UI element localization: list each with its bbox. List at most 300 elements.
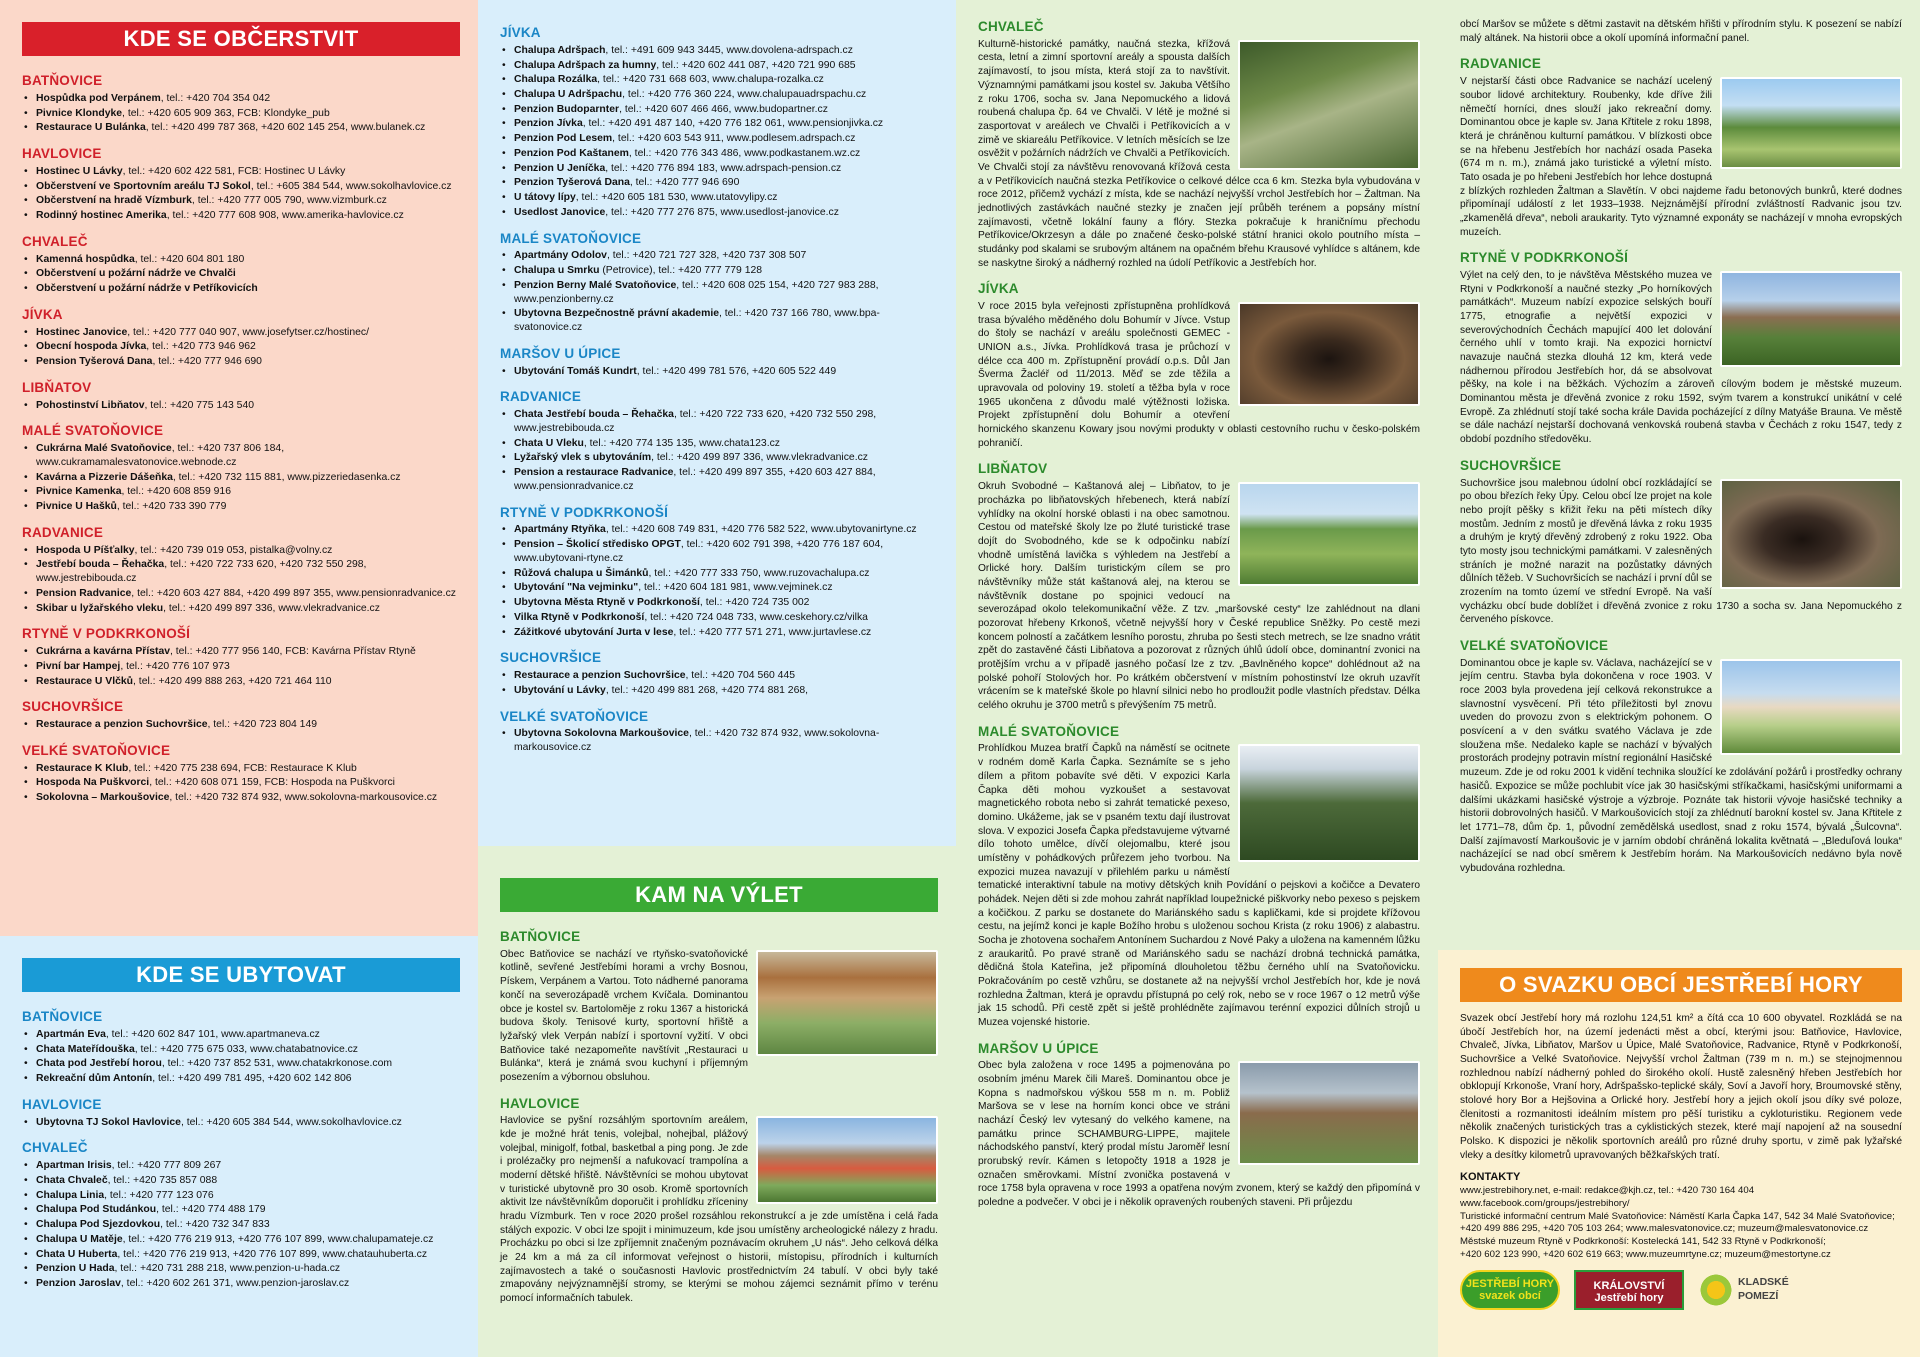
list-item [22,544,460,558]
list-item [22,602,460,616]
item-detail: , tel.: +420 737 852 531, www.chatakrkonose.com [161,1058,393,1070]
item-name: Chalupa u Smrku [514,265,600,277]
item-detail: , tel.: +420 499 881 268, +420 774 881 268, [605,684,809,696]
heading-obcerstvit: KDE SE OBČERSTVIT [22,22,460,56]
item-detail: , tel.: +420 722 733 620, +420 732 550 298, www.jestrebibouda.cz [36,559,367,585]
section-list [22,399,460,413]
section-list [22,442,460,514]
vylet-havlovice-text: Havlovice se pyšní rozsáhlým sportovním areálem, kde je možné hrát tenis, volejbal, nohejbal, plážový volejbal, minigolf, fotbal, basketbal a ping pong. Je zde i prolézačky pro nejmenší a nafukovací trampolína a moderní dětské hřiště. Návštěvníci se mohou ubytovat v turistické ubytovně pro 30 osob. Kromě sportovních aktivit lze návštěvníkům doporučit i prohlídku zříceniny hradu Vízmburk. Ten v roce 2020 prošel rozsáhlou rekonstrukcí a je zde umístěna i celá řada stálých expozic. V obci lze spojit i minimuzeum, kde jsou umístěny archeologické nálezy z hradu. Procházku po obci si lze zpříjemnit značeným poznávacím okruhem „U nás“. Jeho celková délka je 24 km a má za cíl informovat veřejnost o historii, místopisu, přírodních i kulturních zajímavostech a také o současnosti Havlovic prostřednictvím 24 tabulí. V obci byly také zmapovány nejvýznamnější stromy, se kterými se mohou zájemci seznámit přímo v terénu pomocí informačních tabulek. [500,1115,938,1305]
item-detail: , tel.: +420 499 781 495, +420 602 142 806 [152,1073,352,1085]
item-name: Penzion Pod Kaštanem [514,147,629,159]
item-name: Pivnice Kamenka [36,486,122,498]
item-name: Chalupa Adršpach [514,44,606,56]
vylet-rtyne-title: RTYNĚ V PODKRKONOŠÍ [1460,250,1629,266]
contacts-title: KONTAKTY [1460,1171,1521,1184]
contact-line: +420 499 886 295, +420 705 103 264; www.malesvatonovice.cz; muzeum@malesvatonovice.cz [1460,1223,1869,1235]
item-detail: , tel.: +420 602 441 087, +420 721 990 685 [656,59,856,71]
list-item [500,206,938,220]
photo-jivka [1238,302,1420,406]
list-item [22,1203,460,1217]
list-item [22,1159,460,1173]
item-detail: , tel.: +420 775 238 694, FCB: Restaurace K Klub [128,762,357,774]
item-name: Občerstvení na hradě Vízmburk [36,195,192,207]
list-item [22,1277,460,1291]
section-title: RADVANICE [500,389,582,405]
list-item [22,1174,460,1188]
vylet-rtyne-text: Výlet na celý den, to je návštěva Městského muzea ve Rtyni v Podkrkonoší a naučné stezky „Po horníkových památkách“. Muzeum nabízí expozice selských bouří 1775, etnografie a největší expozici v severovýchodních Čechách mapující 400 let dolování černého uhlí v tomto kraji. Na expozici hornictví navazuje naučná stezka dlouhá 12 km, která vede nádhernou přírodou Jestřebích hor, dá se absolvovat pěšky, na kole i na běžkách. Výchozím a zároveň cílovým bodem je městské muzeum. Dominantou města je dřevěná zvonice z roku 1592, svým tvarem a konstrukcí unikátní v celé Evropě. Za zhlédnutí stojí také socha krále Davida pocházející z dílny Matyáše Brauna. Ve městě se dále nachází nejstarší dochovaná venkovská roubená stavba v Čechách z roku 1547, tedy z období pozdního středověku. [1460,270,1902,446]
item-detail: , tel.: +420 602 847 101, www.apartmaneva.cz [105,1028,320,1040]
item-name: Růžová chalupa u Šimánků [514,567,649,579]
item-name: Pension – Školicí středisko OPGT [514,539,681,551]
list-item [22,340,460,354]
item-name: Kamenná hospůdka [36,253,135,265]
contact-line: +420 602 123 990, +420 602 619 663; www.muzeumrtyne.cz; muzeum@mestortyne.cz [1460,1249,1831,1261]
list-item [500,279,938,306]
svazek-text: Svazek obcí Jestřebí hory má rozlohu 124,51 km² a čítá cca 10 600 obyvatel. Rozkládá se na úbočí Jestřebích hor, na území jedenácti měst a obcí, kterými jsou: Batňovice, Havlovice, Chvaleč, Jívka, Libňatov, Maršov u Úpice, Malé Svatoňovice, Radvanice, Rtyně v Podkrkonoší, Suchovršice a Velké Svatoňovice. Nejvyšší vrchol Žaltman (739 m n. m.) se stejnojmennou rozhlednou nabízí nádherný pohled do širokého okolí. Hustě zalesněný hřeben Jestřebích hor obklopují Krkonoše, Vraní hory, Adršpašsko-teplické skály, Soví a Javoří hory, Broumovské stěny, stolové hory Bor a Hejšovina a Orlické hory. Jestřebí hory a jejich okolí jsou díky své poloze, členitosti a rozmanitosti ideálním místem pro pěší turistiku a cykloturistiku. Regionem vede několik značených turistických tras a cyklistických stezek, které mají napojení až na sousední Polsko. K dispozici je několik sportovních areálů pro různé druhy sportu, v zimě pak lyžařské vleky a desítky kilometrů upravovaných běžkařských tratí. [1460,1013,1902,1161]
item-name: Chata Mateřídouška [36,1043,135,1055]
photo-chvalec [1238,40,1420,170]
item-detail: , tel.: +420 499 897 336, www.vlekradvanice.cz [651,452,868,464]
section-title: JÍVKA [22,306,63,322]
list-item [22,165,460,179]
logo-jestrebi-hory: JESTŘEBÍ HORY svazek obcí [1460,1270,1560,1310]
item-name: Ubytovna TJ Sokol Havlovice [36,1116,181,1128]
list-item [22,107,460,121]
item-detail: , tel.: +420 777 123 076 [104,1189,214,1201]
section-list [22,645,460,688]
item-detail: , tel.: +420 776 360 224, www.chalupauadrspachu.cz [622,89,867,101]
list-item [500,103,938,117]
vylet-velke-title: VELKÉ SVATOŇOVICE [1460,637,1609,653]
section-list [22,92,460,135]
item-detail: , tel.: +420 774 488 179 [156,1204,266,1216]
list-item [500,523,938,537]
photo-rtyne [1720,271,1902,367]
item-name: Penzion Budoparnter [514,103,620,115]
item-name: Ubytovna Města Rtyně v Podkrkonoší [514,597,700,609]
item-name: Penzion Berny Malé Svatoňovice [514,279,677,291]
item-detail: , tel.: +420 499 897 336, www.vlekradvanice.cz [163,602,380,614]
item-name: Apartmán Eva [36,1028,106,1040]
list-item [22,180,460,194]
item-detail: , tel.: +420 731 288 218, www.penzion-u-hada.cz [114,1263,341,1275]
list-item [500,684,938,698]
item-detail: , tel.: +420 499 897 355, +420 603 427 884, www.pensionradvanice.cz [514,467,876,492]
section-title: LIBŇATOV [22,379,92,395]
item-name: Chata pod Jestřebí horou [36,1058,162,1070]
section-list [500,523,938,639]
photo-batnovice [756,950,938,1056]
item-detail: , tel.: +420 491 487 140, +420 776 182 061, www.pensionjivka.cz [582,118,884,130]
item-name: Hostinec Janovice [36,326,128,338]
list-item [500,408,938,435]
item-name: Vilka Rtyně v Podkrkonoší [514,611,645,623]
list-item [500,44,938,58]
item-name: Chata Chvaleč [36,1174,108,1186]
vylet-libnatov-title: LIBŇATOV [978,461,1048,477]
item-detail: , tel.: +420 776 894 183, www.adrspach-pension.cz [605,162,842,174]
list-item [22,253,460,267]
item-detail: , tel.: +420 605 909 363, FCB: Klondyke_pub [122,107,330,119]
photo-havlovice [756,1116,938,1204]
item-name: Pivnice Klondyke [36,107,123,119]
item-detail: , tel.: +420 608 749 831, +420 776 582 522, www.ubytovanirtyne.cz [605,524,917,536]
list-item [22,1043,460,1057]
item-name: Skibar u lyžařského vleku [36,602,164,614]
item-detail: , tel.: +420 777 005 790, www.vizmburk.cz [191,195,387,207]
item-detail: , tel.: +420 608 025 154, +420 727 983 288, www.penzionberny.cz [514,279,879,305]
list-item [22,442,460,469]
item-name: Pension Radvanice [36,587,132,599]
item-detail: , tel.: +420 604 801 180 [134,253,245,265]
heading-ubytovat: KDE SE UBYTOVAT [22,958,460,992]
list-item [22,718,460,732]
vylet-batnovice-text: Obec Batňovice se nachází ve rtyňsko-svatoňovické kotlině, sevřené Jestřebími horami a vrchy Bosnou, Pískem, Verpánem a Vartou. Toto nádherné panorama končí na severozápadě vrchem Kvíčala. Dominantou obce je kostel sv. Bartoloměje z roku 1367 a historická budova školy. Tenisové kurty, sportovní hřiště a lyžařský vlek Verpán nabízí i sportovní vyžití. V obci Batňovice také nezapomeňte navštívit „Restauraci u Bulánka“, která je známá svou kuchyní i příjemným posezením a výbornou obsluhou. [500,948,748,1083]
list-item [500,162,938,176]
vylet-jivka-title: JÍVKA [978,281,1019,297]
item-name: Restaurace U Bulánka [36,122,146,134]
item-detail: , tel.: +420 777 333 750, www.ruzovachalupa.cz [648,567,870,579]
item-name: Občerstvení u požární nádrže v Petříkovicích [36,283,258,295]
item-detail: , tel.: +420 704 354 042 [160,92,271,104]
item-detail: , tel.: +420 732 347 833 [160,1219,270,1231]
list-item [22,1262,460,1276]
heading-svazek: O SVAZKU OBCÍ JESTŘEBÍ HORY [1460,968,1902,1002]
logo-kladske-pomezi [1698,1272,1798,1308]
item-name: Chalupa Rozálka [514,74,598,86]
item-detail: , tel.: +420 774 135 135, www.chata123.cz [583,437,780,449]
item-detail: , tel.: +420 775 675 033, www.chatabatnovice.cz [134,1043,359,1055]
vylet-havlovice-title: HAVLOVICE [500,1095,580,1111]
item-detail: , tel.: +420 724 048 733, www.ceskehory.cz/vilka [644,611,868,623]
item-detail: , tel.: +420 739 019 053, pistalka@volny.cz [134,544,333,556]
list-item [22,587,460,601]
item-name: Chalupa Pod Studánkou [36,1204,157,1216]
item-detail: , tel.: +420 776 219 913, +420 776 107 899, www.chatauhuberta.cz [117,1248,428,1260]
section-list [500,669,938,697]
column-ubytovat-cont [478,0,956,846]
photo-radvanice [1720,77,1902,169]
item-detail: , tel.: +420 777 040 907, www.josefytser.cz/hostinec/ [127,326,369,338]
list-item [500,191,938,205]
contact-line: www.jestrebihory.net, e-mail: redakce@kjh.cz, tel.: +420 730 164 404 [1460,1184,1755,1196]
logos [1460,1270,1902,1310]
list-item [22,660,460,674]
list-ubytovat-part1 [22,1008,460,1291]
contact-line: Turistické informační centrum Malé Svatoňovice: Náměstí Karla Čapka 147, 542 34 Malé Svatoňovice; [1460,1210,1895,1222]
item-detail: , tel.: +420 602 261 371, www.penzion-jaroslav.cz [120,1277,350,1289]
item-name: Penzion U Hada [36,1263,115,1275]
photo-velke-svatonovice [1720,659,1902,755]
item-name: Sokolovna – Markoušovice [36,792,170,804]
section-list [500,44,938,220]
item-name: Pivnice U Hašků [36,501,117,513]
vylet-radvanice-text: V nejstarší části obce Radvanice se nachází ucelený soubor lidové architektury. Roubenky, kde dříve žili němečtí horníci, dnes slouží jako rekreační domy. Dominantou obce je kaple sv. Jana Křtitele z roku 1898, která je chráněnou kulturní památkou. V blízkosti obce se na hřebenu Jestřebích hor nachází osada Paseka (674 m n. m.), známá jako turistické a výletní místo. Tato osada je po hřebeni Jestřebích hor lehce dostupná z blízkých rozhleden Žaltman a Slavětín. V obci najdeme řadu betonových bunkrů, které dodnes připomínají událostí z let 1933–1938. Nejznámější přírodní zvláštností Radvanic jsou tzv. „zkamenělá dřeva“, neboli araukarity. Tyto významné exponáty se nacházejí v mnoha evropských muzeích. [1460,76,1902,238]
section-list [22,1116,460,1130]
list-item [500,176,938,190]
section-list [500,365,938,379]
item-detail: , tel.: +420 608 859 916 [121,486,231,498]
item-name: Pohostinství Libňatov [36,399,145,411]
list-item [22,1028,460,1042]
item-name: Občerstvení ve Sportovním areálu TJ Sokol [36,180,251,192]
item-detail: , tel.: +420 775 143 540 [144,399,255,411]
list-item [22,1072,460,1086]
item-name: Chata U Vleku [514,437,584,449]
item-name: Hospoda U Píšťalky [36,544,135,556]
column-svazek [1438,950,1920,1357]
item-detail: , tel.: +420 777 608 908, www.amerika-havlovice.cz [166,210,404,222]
list-item [22,1116,460,1130]
list-item [22,194,460,208]
list-item [500,538,938,565]
item-name: Ubytování Tomáš Kundrt [514,365,637,377]
list-item [22,1057,460,1071]
item-name: Restaurace a penzion Suchovršice [36,719,208,731]
list-item [22,92,460,106]
vylet-suchovrsice-title: SUCHOVRŠICE [1460,457,1562,473]
list-item [22,267,460,281]
item-name: Apartman Irisis [36,1160,112,1172]
list-item [500,307,938,334]
item-detail: , tel.: +420 777 956 140, FCB: Kavárna Přístav Rtyně [170,646,416,658]
photo-marsov [1238,1061,1420,1165]
list-item [22,776,460,790]
item-name: Hostinec U Lávky [36,165,123,177]
item-detail: , tel.: +420 737 806 184, www.cukramamalesvatonovice.webnode.cz [36,443,285,468]
item-name: Penzion Pod Lesem [514,133,613,145]
item-name: Rekreační dům Antonín [36,1073,153,1085]
item-detail: , tel.: +420 777 276 875, www.usedlost-janovice.cz [605,206,839,218]
section-title: SUCHOVRŠICE [500,650,602,666]
item-detail: , tel.: +491 609 943 3445, www.dovolena-adrspach.cz [605,44,853,56]
item-detail: , tel.: +420 721 727 328, +420 737 308 507 [606,250,807,262]
vylet-radvanice-title: RADVANICE [1460,56,1542,72]
section-list [500,727,938,754]
item-name: Zážitkové ubytování Jurta v lese [514,626,674,638]
item-detail: (Petrovice), tel.: +420 777 779 128 [599,265,763,277]
vylet-chvalec-text: Kulturně-historické památky, naučná stezka, křížová cesta, letní a zimní sportovní areály a spousta dalších zajímavostí, to jsou místa, která stojí za to navštívit. Významnými památkami jsou kostel sv. Jakuba Většího z roku 1706, socha sv. Jana Nepomuckého a lidová roubená chalupa čp. 64 ve Chvalči. V létě je možné si zasportovat v areálech ve Chvalči i Petříkovicích a v zimě ve skiareálu Petříkovice. V letních měsících se lze osvěžit v požárních nádržích ve Chvalči a Petříkovicích. Ve Chvalči stojí za návštěvu renovovaná křížová cesta a v Petříkovicích naučná stezka Petříkovice o celkové délce cca 6 km. Stezka byla vybudována v roce 2012, přičemž vychází z místa, kde se nachází nejvyšší vrchol Jestřebích hor – Žaltman. Na jednotlivých zastávkách naučné stezky je značen její průběh terénem a popsány místní zajímavosti, včetně lokální fauny a flóry. Stezka pokračuje k hraničnímu přechodu Petříkovice/Okrzesyn a dále po značené česko-polské státní hranici okolo poutního místa – studánky pod skalami se srubovým altánem na opačném břehu Krausové vyhlídce s altánem, kde se naskytne široký a nádherný rozhled na údolí Petříkovic a Jestřebích hor. [978,38,1420,269]
item-name: Ubytovna Sokolovna Markoušovice [514,728,689,740]
item-name: Hospůdka pod Verpánem [36,92,161,104]
list-item [22,355,460,369]
item-name: Chata Jestřebí bouda – Řehačka [514,409,674,421]
list-item [500,117,938,131]
section-list [500,408,938,493]
list-item [22,791,460,805]
item-name: U tátovy lípy [514,192,576,204]
column-vylet-2 [956,0,1438,1357]
section-list [500,249,938,334]
list-item [22,326,460,340]
list-item [500,669,938,683]
list-item [500,132,938,146]
item-name: Hospoda Na Puškvorci [36,777,150,789]
item-name: Penzion Jívka [514,118,583,130]
section-list [22,253,460,296]
item-detail: , tel.: +420 732 115 881, www.pizzeriedasenka.cz [172,471,401,483]
item-name: Lyžařský vlek s ubytováním [514,452,652,464]
section-title: RADVANICE [22,524,104,540]
list-item [500,596,938,610]
list-item [500,365,938,379]
item-name: Chalupa U Adršpachu [514,89,623,101]
section-list [22,762,460,805]
logo-kladske-pomezi-text: KLADSKÉ POMEZÍ [1738,1276,1789,1302]
vylet-jivka-text: V roce 2015 byla veřejnosti zpřístupněna prohlídková trasa bývalého měděného dolu Bohumír v Jívce. Vstup do štoly se nachází v areálu společnosti GEMEC - UNION a.s., Jívka. Prohlídková trasa je průchozí v délce cca 400 m. Zpřístupnění provádí o.p.s. Důl Jan Šverma Žacléř od 11/2013. Měď se zde těžila a upravovala od poloviny 19. století a těžba byla v roce 1965 ukončena z důvodu malé výtěžnosti ložiska. Projekt zpřístupnění dolu Bohumír a otevření hornického skanzenu Kowary jsou novými produkty v oblasti cestovního ruchu v česko-polském pohraničí. [978,301,1420,449]
item-detail: , tel.: +420 776 343 486, www.podkastanem.wz.cz [628,147,861,159]
item-detail: , tel.: +420 499 787 368, +420 602 145 254, www.bulanek.cz [145,122,426,134]
vylet-libnatov-text: Okruh Svobodné – Kaštanová alej – Libňatov, to je procházka po libňatovských hřebenech, která nabízí vyhlídky na okolní horské oblasti i na obec samotnou. Cestou od mateřské školy lze po žluté turistické trase dojít do Svobodného, kde se k odpočinku nabízí vhodně umístěná lavička s výhledem na Jestřebí a Orlické hory. Dalším turistickým cílem se pro návštěvníky může stát kaštanová alej, na kterou se návštěvník dostane po spojnici vedoucí na severozápad okolo telekomunikační věže. Z tzv. „maršovské cesty“ lze zahlédnout na dlani pozorovat hřebeny Krkonoš, včetně nejvyšší hory v České republice Sněžky. Po cestě mezi koncem polností a začátkem lesního porostu, zhruba po šesti stech metrech, se lze snadno vrátit zpět do zastavěné části Libňatova a pozorovat z různých úhlů údolí obce, dominantní zvonici na protějším vrchu a v případě jasného počasí lze z tzv. „Bavlněného kopce“ dohlédnout až na polské pohoří Stolových hor. Po krátkém občerstvení v místním pohostinství lze okruh uzavřít vrácením se k mateřské škole po hlavní silnici nebo ho prodloužit podle vlastních představ. Délka celého okruhu je 3700 metrů s převýšením 75 metrů. [978,481,1420,711]
item-name: Restaurace K Klub [36,762,129,774]
list-item [500,451,938,465]
list-item [500,466,938,493]
item-detail: , tel.: +420 777 809 267 [111,1160,222,1172]
list-item [500,88,938,102]
item-detail: , tel.: +420 602 422 581, FCB: Hostinec U Lávky [122,165,346,177]
list-item [22,1189,460,1203]
section-title: RTYNĚ V PODKRKONOŠÍ [500,504,669,520]
item-detail: , tel.: +420 776 219 913, +420 776 107 899, www.chalupamateje.cz [122,1233,434,1245]
list-item [500,437,938,451]
contact-line: www.facebook.com/groups/jestrebihory/ [1460,1197,1630,1209]
list-item [22,1218,460,1232]
list-item [22,209,460,223]
list-item [22,500,460,514]
vylet-chvalec-title: CHVALEČ [978,19,1044,34]
item-name: Ubytování u Lávky [514,684,606,696]
section-title: SUCHOVRŠICE [22,699,124,715]
list-item [22,399,460,413]
list-item [22,121,460,135]
section-title: HAVLOVICE [22,146,102,162]
list-item [22,558,460,585]
item-name: Penzion U Jeníčka [514,162,606,174]
item-detail: , tel.: +420 735 857 088 [107,1174,218,1186]
list-obcerstvit [22,72,460,805]
item-name: Chalupa U Matěje [36,1233,123,1245]
item-name: Chalupa Linia [36,1189,105,1201]
item-detail: , tel.: +420 608 071 159, FCB: Hospoda na Puškvorci [149,777,395,789]
item-detail: , tel.: +420 722 733 620, +420 732 550 298, www.jestrebibouda.cz [514,409,877,434]
section-title: RTYNĚ V PODKRKONOŠÍ [22,626,191,642]
vylet-suchovrsice-text: Suchovršice jsou malebnou údolní obcí rozkládající se po obou březích řeky Úpy. Celou obcí lze projet na kole nebo projít pěšky s křižit řeku na pěti místech díky mostům. Jedním z mostů je dřevěná lávka z roku 1935 a druhým je krytý dřevěný zdrobený z roku 1922. Oba tyto mosty jsou technickými památkami. V zalesněných stráních je možné narazit na pozůstatky dávných důlních těžeb. V Suchovršicích se nachází i první důl se zrozením na tomto území ve střední Evropě. Na vaší vycházku obcí bude doblížet i dřevěná zvonice z roku 1730 a socha sv. Jana Nepomuckého z červeného pískovce. [1460,477,1902,626]
list-item [500,147,938,161]
list-item [500,727,938,754]
list-item [500,567,938,581]
item-detail: , tel.: +420 607 466 466, www.budopartner.cz [619,103,828,115]
item-detail: , tel.: +420 603 543 911, www.podlesem.adrspach.cz [612,133,856,145]
section-title: MARŠOV U ÚPICE [500,345,621,361]
list-item [22,762,460,776]
list-item [22,485,460,499]
item-detail: , tel.: +420 603 427 884, +420 499 897 355, www.pensionradvanice.cz [131,587,456,599]
list-item [22,282,460,296]
column-vylet [478,846,956,1357]
vylet-male-text: Prohlídkou Muzea bratří Čapků na náměstí se ocitnete v rodném domě Karla Čapka. Seznámíte se s jeho dílem a přitom pobavíte své děti. V expozici Karla Čapka děti mohou vyzkoušet a sestavovat magnetického robota nebo si zahrát tematické pexeso, domino. Ukážeme, jak se v psaném textu dají ilustrovat slova. V expozici Josefa Čapka představujeme výtvarné dílo tohoto umělce, dívčí olejomalbu, které jsou umístěny v pohádkových průřezem jeho tvorbou. Na expozici muzea navazují v přilehlém parku u náměstí tematické interaktivní tabule na motivy dětských knih Povídání o pejskovi a kočičce a Devatero pohádek. Nejen děti si zde mohou zahrát například loupežnické piškvorky nebo pexeso s pejskem a kočičkou. Z parku se dostanete do Mariánského sadu s kapličkami, kde si projdete křížovou cestu, na jejímž konci je kaple Božího hrobu s uloženou sochou Krista (z roku 1906) z alabastru. Socha je zhotovena sochařem Antonínem Suchardou z Nové Paky a uložena na kamenném lůžku z araukaritů. Po pravé straně od Mariánského sadu se nachází drobná technická památka, dědičná štola Kateřina, jež připomíná dlouholetou těžbu černého uhlí na Svatoňovicku. Pokračováním po cestě vzhůru, se dostanete až na nejvyšší vrchol Jestřebích hor, kde je nová rozhledna Žaltman, která je opravdu přístupná po celý rok, nebo se v roce 1967 o 12 metrů výše jak 15 schodů. Při cestě zpět si ještě prohlédněte zajímavou terénní expozici důlních strojů u Muzea vojenské historie. [978,743,1420,1028]
list-item [500,59,938,73]
star-icon [1698,1272,1734,1308]
section-list [22,544,460,616]
section-title: MALÉ SVATOŇOVICE [500,230,642,246]
item-detail: , tel.: +420 605 181 530, www.utatovylipy.cz [575,192,778,204]
item-name: Usedlost Janovice [514,206,606,218]
item-name: Pension Tyšerová Dana [36,356,153,368]
section-title: VELKÉ SVATOŇOVICE [22,742,171,758]
item-name: Cukrárna Malé Svatoňovice [36,443,172,455]
list-ubytovat-part2 [500,24,938,755]
list-item [22,1233,460,1247]
photo-libnatov [1238,482,1420,586]
list-item [500,581,938,595]
item-detail: , tel.: +420 605 384 544, www.sokolhavlovice.cz [180,1116,402,1128]
list-item [500,264,938,278]
section-list [22,165,460,223]
section-title: MALÉ SVATOŇOVICE [22,423,164,439]
item-name: Penzion Jaroslav [36,1277,121,1289]
item-detail: , tel.: +420 499 888 263, +420 721 464 110 [133,675,332,687]
list-item [22,1248,460,1262]
item-detail: , tel.: +420 777 946 690 [629,177,740,189]
list-item [500,626,938,640]
logo-kralovstvi: KRÁLOVSTVÍ Jestřebí hory [1574,1270,1684,1310]
item-name: Ubytovna Bezpečnostně právní akademie [514,308,719,320]
vylet-marsov-text: Obec byla založena v roce 1495 a pojmenována po osobním jménu Marek čili Mareš. Dominantou obce je Kopna s nadmořskou výškou 558 m n. m. Pobliž Maršova se v lese na horním konci obce ve stráni nachází Český lev vytesaný do velkého kamene, na památku prince SCHAMBURG-LIPPE, majitele náchodského panství, který prodal místu Jaroměř lesní prorubský revír. Kámen s letopočty 1918 a 1928 je označen směrovkami. Místní zvonička postavená v roce 1758 byla opravena v roce 1993 a opatřena novým zvonem, který se každý den připomíná v poledne a podvečer. V obci je i několik opravených roubených staveni. Při průjezdu [978,1060,1420,1209]
item-name: Chalupa Adršpach za humny [514,59,657,71]
column-ubytovat [0,936,478,1357]
list-item [22,675,460,689]
item-name: Obecní hospoda Jívka [36,341,147,353]
section-title: CHVALEČ [22,233,88,249]
contacts-list [1460,1185,1902,1262]
item-detail: , tel.: +420 724 735 002 [699,597,810,609]
list-item [22,471,460,485]
item-detail: , tel.: +420 723 804 149 [207,719,317,731]
section-title: BATŇOVICE [22,1009,103,1024]
item-name: Ubytování "Na vejminku" [514,582,639,594]
section-title: JÍVKA [500,25,541,40]
item-name: Cukrárna a kavárna Přístav [36,646,171,658]
item-detail: , tel.: +420 777 571 271, www.jurtavlese.cz [673,626,872,638]
item-detail: , tel.: +605 384 544, www.sokolhavlovice.cz [250,180,452,192]
section-title: BATŇOVICE [22,73,103,88]
item-detail: , tel.: +420 731 668 603, www.chalupa-rozalka.cz [597,74,824,86]
item-detail: , tel.: +420 776 107 973 [120,660,230,672]
item-name: Jestřebí bouda – Řehačka [36,559,165,571]
section-list [22,1028,460,1086]
item-detail: , tel.: +420 773 946 962 [146,341,256,353]
section-list [22,326,460,369]
item-name: Penzion Tyšerová Dana [514,177,630,189]
item-name: Občerstvení u požární nádrže ve Chvalči [36,268,236,280]
item-detail: , tel.: +420 604 181 981, www.vejminek.cz [638,582,833,594]
item-name: Chalupa Pod Sjezdovkou [36,1219,161,1231]
photo-suchovrsice [1720,479,1902,589]
list-item [500,249,938,263]
item-name: Rodinný hostinec Amerika [36,210,167,222]
heading-vylet: KAM NA VÝLET [500,878,938,912]
section-list [22,1159,460,1291]
photo-male-svatonovice [1238,744,1420,862]
vylet-marsov-title: MARŠOV U ÚPICE [978,1040,1099,1056]
section-title: CHVALEČ [22,1140,88,1156]
list-item [500,611,938,625]
vylet-batnovice-title: BATŇOVICE [500,929,581,944]
list-item [500,73,938,87]
item-name: Restaurace U Vlčků [36,675,134,687]
item-name: Pension a restaurace Radvanice [514,467,674,479]
item-detail: , tel.: +420 499 781 576, +420 605 522 449 [636,365,837,377]
